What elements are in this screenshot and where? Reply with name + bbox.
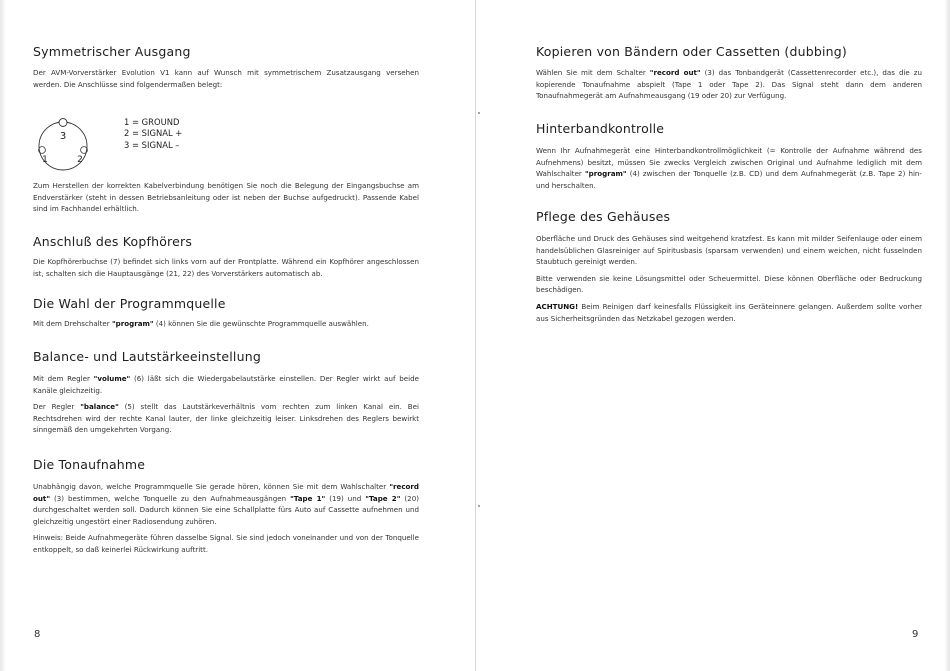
page-number: 9 — [912, 629, 919, 640]
page-shadow — [944, 0, 950, 671]
pin-legend-item: 1 = GROUND — [124, 117, 180, 127]
section-text: Mit dem Regler "volume" (6) läßt sich die Wiedergabelautstärke einstellen. Der Regler wirkt auf beide Kanäle gleichzeitig. — [33, 374, 419, 395]
section-title: Symmetrischer Ausgang — [33, 44, 191, 59]
section-title: Kopieren von Bändern oder Cassetten (dubbing) — [536, 44, 847, 59]
cable-paragraph — [33, 180, 419, 215]
section-dubbing — [536, 44, 922, 102]
section-title: Hinterbandkontrolle — [536, 121, 665, 136]
section-text: Die Kopfhörerbuchse (7) befindet sich links vorn auf der Frontplatte. Während ein Kopfhörer angeschlossen ist, schalten sich die Hauptausgänge (21, 22) des Vorverstärkers automatisch ab. — [33, 257, 419, 278]
section-text: Hinweis: Beide Aufnahmegeräte führen dasselbe Signal. Sie sind jedoch voneinander und von der Tonquelle entkoppelt, so daß keinerlei Rückwirkung auftritt. — [33, 533, 419, 554]
section-title: Pflege des Gehäuses — [536, 209, 671, 224]
section-text: Mit dem Drehschalter "program" (4) können Sie die gewünschte Programmquelle auswählen. — [33, 319, 369, 328]
page-number: 8 — [34, 629, 41, 640]
xlr-connector-diagram — [33, 113, 93, 173]
section-text: Wählen Sie mit dem Schalter "record out" (3) das Tonbandgerät (Cassettenrecorder etc.), das die zu kopierende Tonaufnahme abspielt (Tape 1 oder Tape 2). Das Signal steht dann dem anderen Tonaufnahmegerät am Aufnahmeausgang (19 oder 20) zur Verfügung. — [536, 68, 922, 101]
section-text: Wenn Ihr Aufnahmegerät eine Hinterbandkontrollmöglichkeit (= Kontrolle der Aufnahme während des Aufnehmens) besitzt, müssen Sie zwecks Vergleich zwischen Original und Aufnahme lediglich mit dem Wahlschalter "program" (4) zwischen der Tonquelle (z.B. CD) und dem Aufnahmegerät (z.B. Tape 2) hin- und herschalten. — [536, 146, 922, 190]
section-recording — [33, 457, 419, 556]
pin-label: 1 — [42, 155, 48, 165]
section-title: Die Tonaufnahme — [33, 457, 146, 472]
section-text: Oberfläche und Druck des Gehäuses sind weitgehend kratzfest. Es kann mit milder Seifenlauge oder einem handelsüblichen Glasreiniger auf Spiritusbasis (sparsam verwenden) und einem weichen, nicht fusselnden Staubtuch gereinigt werden. — [536, 234, 922, 267]
section-text: Bitte verwenden sie keine Lösungsmittel oder Scheuermittel. Diese können Oberfläche oder Bedruckung beschädigen. — [536, 273, 922, 295]
section-balance-volume — [33, 349, 419, 436]
pin-label: 3 — [59, 131, 67, 142]
right-page — [476, 0, 950, 671]
section-text: Zum Herstellen der korrekten Kabelverbindung benötigen Sie noch die Belegung der Eingangsbuchse am Endverstärker (steht in dessen Betriebsanleitung oder ist neben der Buchse aufgedruckt). Passende Kabel sind im Fachhandel erhältlich. — [33, 181, 419, 214]
pin-legend — [124, 117, 182, 151]
section-tape-monitor — [536, 121, 922, 191]
section-title: Die Wahl der Programmquelle — [33, 296, 226, 311]
section-text: Unabhängig davon, welche Programmquelle Sie gerade hören, können Sie mit dem Wahlschalter "record out" (3) bestimmen, welche Tonquelle zu den Aufnahmeausgängen "Tape 1" (19) und "Tape 2" (20) durchgeschaltet werden soll. Dadurch können Sie eine Schallplatte fürs Auto auf Cassette aufnehmen und gleichzeitig ungestört einer Radiosendung zuhören. — [33, 482, 419, 526]
section-housing-care — [536, 209, 922, 324]
section-text: Der AVM-Vorverstärker Evolution V1 kann auf Wunsch mit symmetrischem Zusatzausgang versehen werden. Die Anschlüsse sind folgendermaßen belegt: — [33, 68, 419, 89]
section-title: Anschluß des Kopfhörers — [33, 234, 193, 249]
section-headphones — [33, 234, 419, 279]
section-title: Balance- und Lautstärkeeinstellung — [33, 349, 261, 364]
section-program-source — [33, 296, 419, 330]
section-symmetric-output — [33, 44, 419, 90]
page-shadow — [0, 0, 6, 671]
section-text: ACHTUNG! Beim Reinigen darf keinesfalls Flüssigkeit ins Geräteinnere gelangen. Außerdem sollte vorher aus Sicherheitsgründen das Netzkabel gezogen werden. — [536, 301, 922, 323]
pin-legend-item: 3 = SIGNAL – — [124, 139, 180, 150]
pin-label: 2 — [77, 155, 83, 165]
section-text: Der Regler "balance" (5) stellt das Lautstärkeverhältnis vom rechten zum linken Kanal ein. Bei Rechtsdrehen wird der rechte Kanal lauter, der linke gleichzeitig leiser. Linksdrehen des Reglers bewirkt sinngemäß den umgekehrten Vorgang. — [33, 402, 420, 435]
pin-legend-item: 2 = SIGNAL + — [124, 128, 183, 139]
